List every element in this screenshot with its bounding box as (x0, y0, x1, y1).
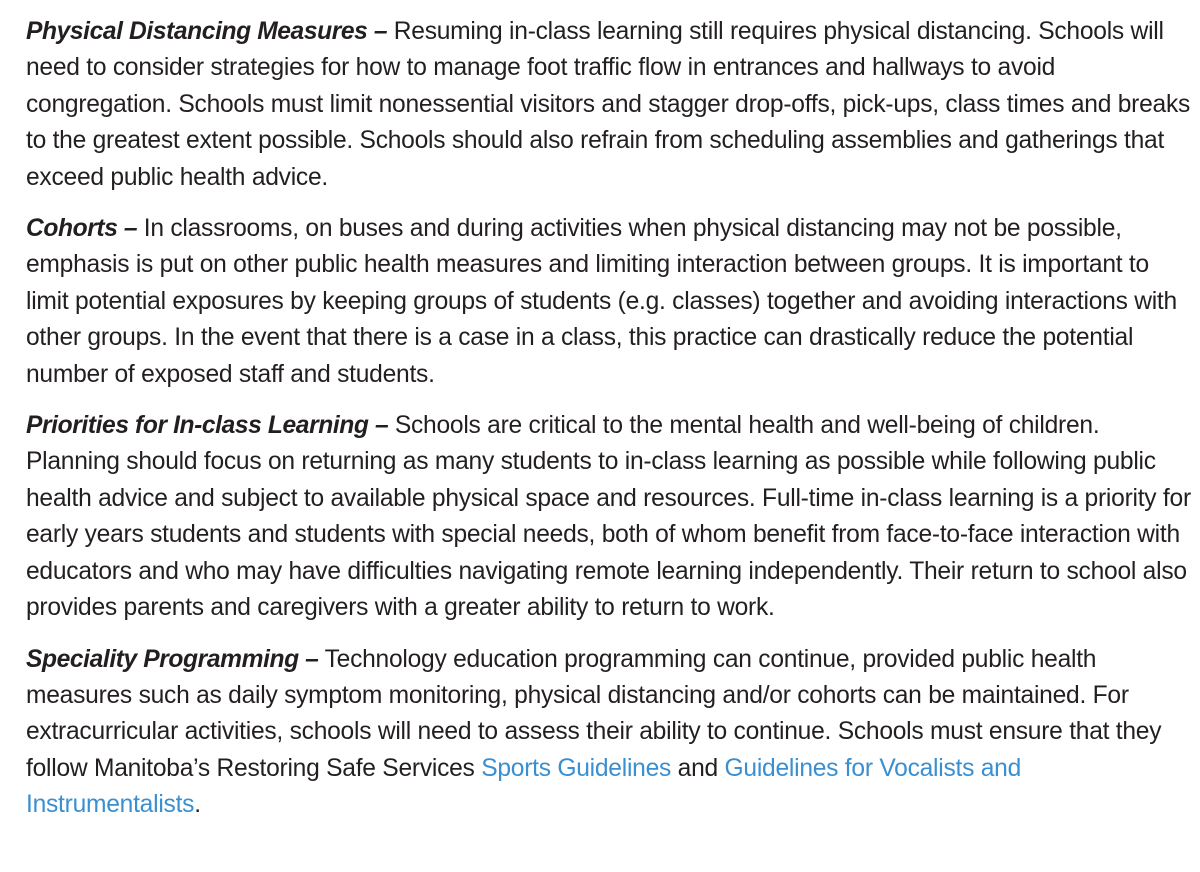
section-heading: Priorities for In-class Learning – (26, 412, 389, 440)
section-body: Technology education programming can continue, provided public health measures such as daily symptom monitoring, physical distancing and/or cohorts can be maintained. For extracurricular activities, schools will need to assess their ability to continue. Schools must ensure that they follow Manitoba’s Restoring Safe Services (26, 645, 1162, 782)
section-heading: Physical Distancing Measures – (26, 18, 388, 45)
section-priorities (26, 408, 1194, 626)
section-heading: Speciality Programming – (26, 645, 319, 673)
section-body: Schools are critical to the mental health and well-being of children. Planning should focus on returning as many students to in-class learning as possible while following public health advice and subject to available physical space and resources. Full-time in-class learning is a priority for early years students and students with special needs, both of whom benefit from face-to-face interaction with educators and who may have difficulties navigating remote learning independently. Their return to school also provides parents and caregivers with a greater ability to return to work. (26, 412, 1191, 622)
section-body: Resuming in-class learning still requires physical distancing. Schools will need to consider strategies for how to manage foot traffic flow in entrances and hallways to avoid congregation. Schools must limit nonessential visitors and stagger drop-offs, pick-ups, class times and breaks to the greatest extent possible. Schools should also refrain from scheduling assemblies and gatherings that exceed public health advice. (26, 18, 1191, 191)
closing-period: . (194, 791, 201, 819)
document-body (26, 14, 1194, 839)
section-body: In classrooms, on buses and during activities when physical distancing may not be possible, emphasis is put on other public health measures and limiting interaction between groups. It is important to limit potential exposures by keeping groups of students (e.g. classes) together and avoiding interactions with other groups. In the event that there is a case in a class, this practice can drastically reduce the potential number of exposed staff and students. (26, 215, 1177, 388)
section-heading: Cohorts – (26, 215, 138, 243)
connector-text: and (671, 754, 725, 782)
section-speciality-programming (26, 642, 1194, 824)
sports-guidelines-link[interactable]: Sports Guidelines (481, 754, 672, 782)
section-physical-distancing (26, 14, 1194, 196)
vocalists-guidelines-link[interactable]: Guidelines for Vocalists and Instrumentalists (26, 754, 1022, 819)
section-cohorts (26, 211, 1194, 393)
